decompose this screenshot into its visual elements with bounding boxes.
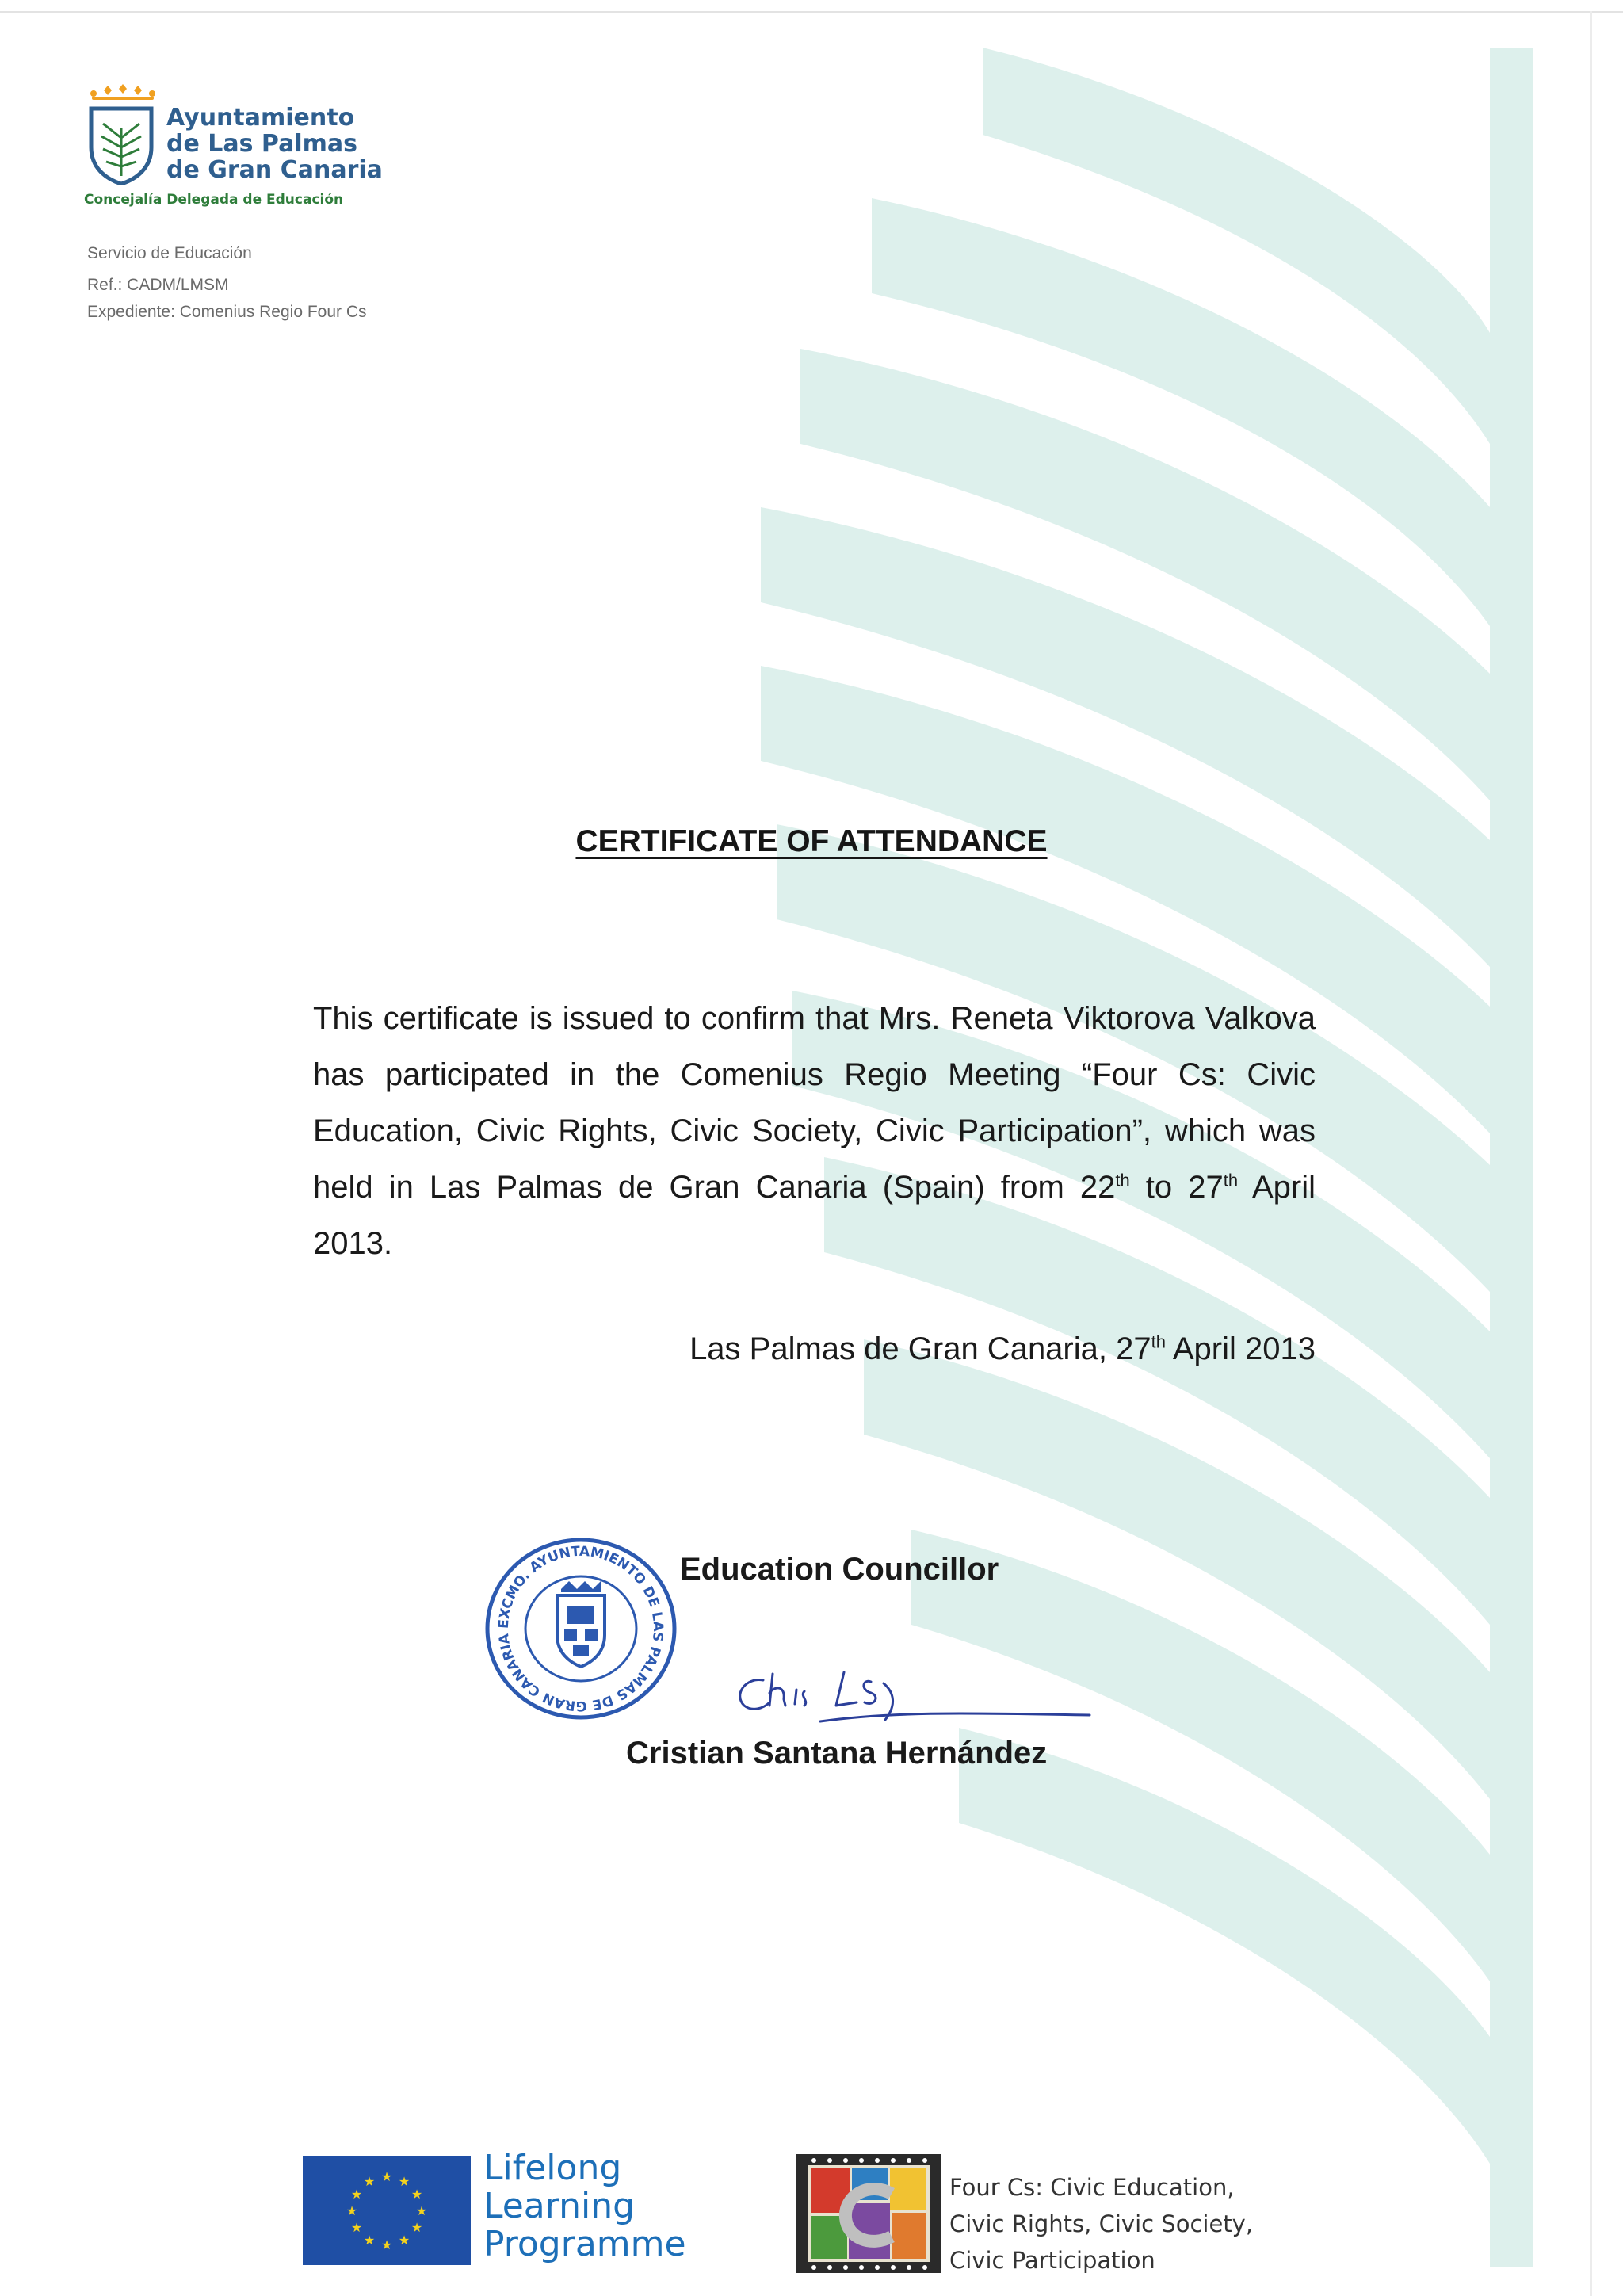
place-date-part-1: Las Palmas de Gran Canaria, 27 [689, 1331, 1151, 1366]
body-text-part-1: This certificate is issued to confirm that Mrs. Reneta Viktorova Valkova has participated in the Comenius Regio Meeting “Four Cs: Civic Education, Civic Rights, Civic Society, Civic Participation”, which was held in Las Palmas de Gran Canaria (Spain) from 22 [313, 1001, 1316, 1205]
reference-block [87, 238, 367, 328]
file-reference: Expediente: Comenius Regio Four Cs [87, 303, 367, 321]
svg-text:★: ★ [350, 2187, 363, 2202]
svg-text:★: ★ [363, 2174, 376, 2189]
signer-name: Cristian Santana Hernández [626, 1736, 1048, 1771]
svg-text:★: ★ [346, 2203, 358, 2218]
llp-line-3: Programme [483, 2224, 686, 2264]
eu-flag-icon [303, 2156, 471, 2265]
four-cs-project-label [949, 2169, 1253, 2279]
body-ordinal-1: th [1115, 1170, 1130, 1190]
four-cs-line-1: Four Cs: Civic Education, [949, 2174, 1235, 2201]
svg-text:★: ★ [350, 2220, 363, 2235]
body-text-part-3: April 2013. [313, 1170, 1316, 1261]
municipality-name-line-3: de Gran Canaria [166, 156, 383, 184]
signer-role: Education Councillor [680, 1552, 999, 1587]
svg-text:★: ★ [380, 2237, 393, 2252]
seal-ring-text: EXCMO. AYUNTAMIENTO DE LAS PALMAS DE GRAN CANARIA [495, 1543, 666, 1714]
svg-text:★: ★ [411, 2187, 423, 2202]
svg-text:★: ★ [398, 2174, 411, 2189]
svg-text:★: ★ [363, 2233, 376, 2248]
municipality-name-line-2: de Las Palmas [166, 130, 357, 158]
place-and-date [313, 1331, 1316, 1367]
certificate-body [313, 991, 1316, 1272]
four-cs-line-3: Civic Participation [949, 2247, 1155, 2274]
lifelong-learning-programme-label [483, 2149, 686, 2264]
body-text-part-2: to 27 [1129, 1170, 1224, 1205]
place-date-ordinal: th [1151, 1331, 1166, 1352]
certificate-title-block [0, 824, 1623, 859]
body-ordinal-2: th [1223, 1170, 1239, 1190]
llp-line-1: Lifelong [483, 2148, 622, 2188]
official-seal [482, 1534, 680, 1724]
four-cs-project-logo [796, 2154, 941, 2273]
svg-text:★: ★ [380, 2169, 393, 2184]
municipality-name-line-1: Ayuntamiento [166, 104, 355, 132]
svg-text:★: ★ [415, 2203, 428, 2218]
certificate-title: CERTIFICATE OF ATTENDANCE [575, 824, 1048, 858]
svg-text:★: ★ [411, 2220, 423, 2235]
reference-code: Ref.: CADM/LMSM [87, 276, 229, 294]
svg-text:★: ★ [398, 2233, 411, 2248]
place-date-part-2: April 2013 [1165, 1331, 1316, 1366]
department-name: Concejalía Delegada de Educación [84, 192, 344, 208]
four-cs-line-2: Civic Rights, Civic Society, [949, 2210, 1254, 2237]
shield-icon [89, 106, 154, 185]
service-name: Servicio de Educación [87, 244, 252, 262]
llp-line-2: Learning [483, 2186, 636, 2226]
coat-of-arms-icon [557, 1581, 605, 1667]
crown-icon [87, 81, 158, 101]
handwritten-signature [717, 1656, 1098, 1728]
